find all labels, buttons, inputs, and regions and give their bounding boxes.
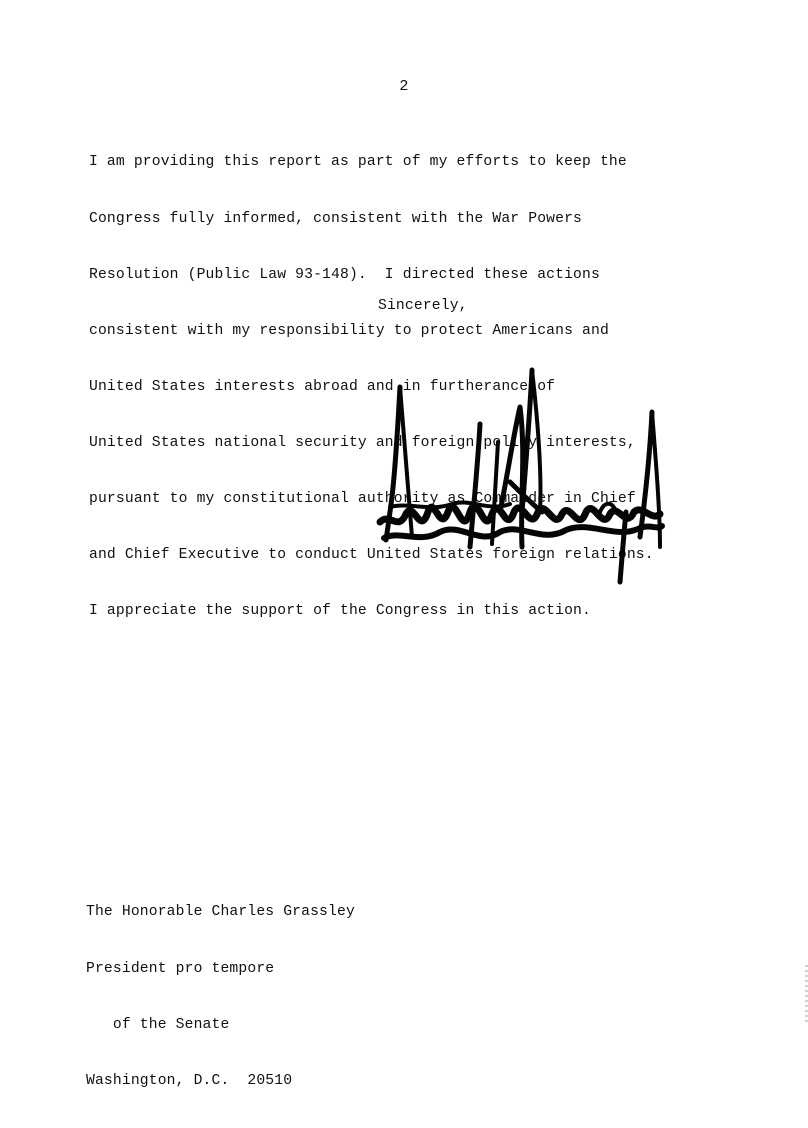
closing-salutation: Sincerely, [378, 298, 468, 314]
body-line: Resolution (Public Law 93-148). I directed these actions [89, 266, 600, 283]
body-line: consistent with my responsibility to protect Americans and [89, 322, 609, 339]
body-line: Congress fully informed, consistent with the War Powers [89, 210, 583, 227]
body-line: United States interests abroad and in furtherance of [89, 378, 556, 395]
address-line: The Honorable Charles Grassley [86, 904, 355, 921]
body-line: I appreciate the support of the Congress in this action. [89, 603, 591, 620]
address-line: President pro tempore [86, 960, 275, 977]
page-number: 2 [399, 78, 409, 95]
address-line: Washington, D.C. 20510 [86, 1072, 293, 1089]
body-line: and Chief Executive to conduct United States foreign relations. [89, 547, 654, 564]
address-line: of the Senate [86, 1016, 230, 1033]
handwritten-signature [370, 362, 670, 592]
body-line: I am providing this report as part of my efforts to keep the [89, 154, 627, 171]
body-line: United States national security and foreign policy interests, [89, 434, 636, 451]
recipient-address [86, 866, 355, 1128]
body-line: pursuant to my constitutional authority as Commander in Chief [89, 491, 636, 508]
